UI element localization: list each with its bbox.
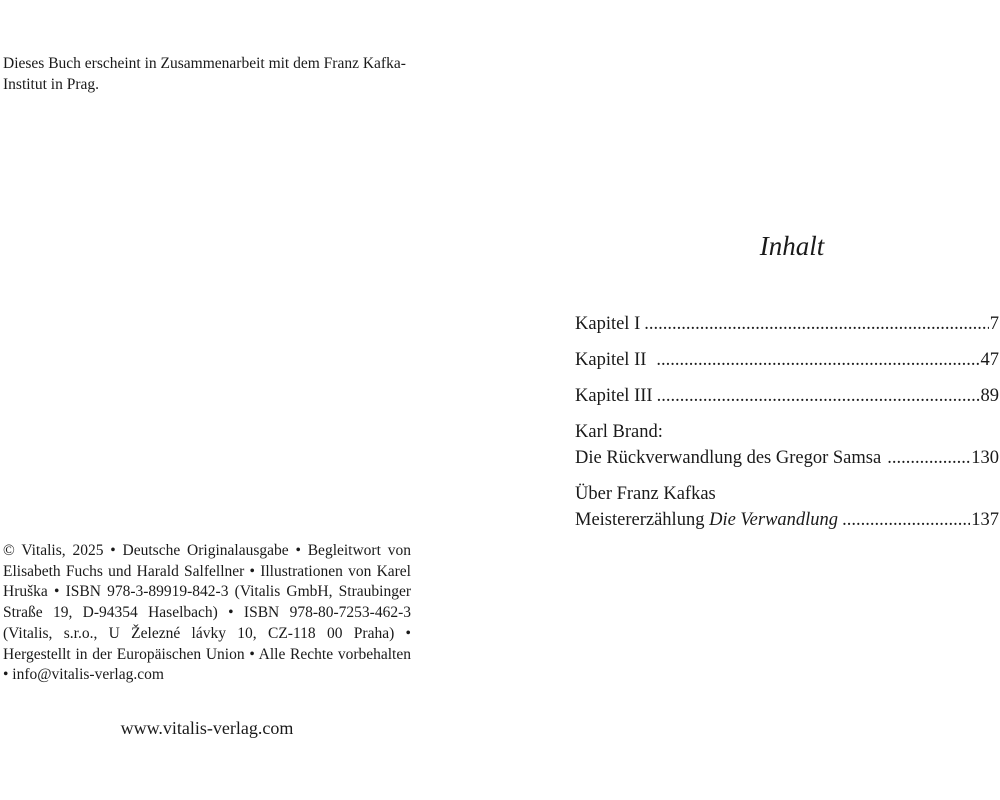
publication-notice: Dieses Buch erscheint in Zusammenarbeit mit dem Franz Kafka-Institut in Prag. [3, 55, 406, 93]
dot-leader [887, 445, 970, 471]
toc-entry-title: Kapitel III [575, 386, 653, 406]
toc-entry-subtitle: Die Rückverwandlung des Gregor Samsa [575, 448, 882, 468]
toc-page-number: 89 [980, 386, 999, 406]
toc-entry-subtitle: Meistererzählung [575, 510, 710, 530]
toc-page-number: 130 [971, 448, 999, 468]
imprint-text: © Vitalis, 2025 • Deutsche Originalausgabe • Begleitwort von Elisabeth Fuchs und Harald Salfellner • Illustrationen von Karel Hruška • ISBN 978-3-89919-842-3 (Vitalis GmbH, Straubinger Straße 19, D-94354 Haselbach) • ISBN 978-80-7253-462-3 (Vitalis, s.r.o., U Železné lávky 10, CZ-118 00 Praha) • Hergestellt in der Europäischen Union • Alle Rechte vorbehalten • info@vitalis-verlag.com [3, 542, 411, 684]
toc-page-number: 47 [980, 350, 999, 370]
toc-entry-title: Kapitel I [575, 314, 641, 334]
toc-entry-kapitel-2 [575, 347, 999, 373]
toc-entry-title: Kapitel II [575, 350, 647, 370]
toc-page-number: 7 [989, 314, 999, 334]
dot-leader [842, 507, 970, 533]
toc-entry-karl-brand [575, 419, 999, 471]
toc-entry-title: Über Franz Kafkas [575, 484, 716, 504]
toc-entry-ueber-kafka [575, 481, 999, 533]
table-of-contents [575, 311, 999, 543]
toc-entry-work-title: Die Verwandlung [709, 510, 839, 530]
right-page [500, 0, 1000, 800]
publisher-website: www.vitalis-verlag.com [120, 718, 294, 738]
toc-entry-kapitel-1 [575, 311, 999, 337]
dot-leader [657, 383, 980, 409]
toc-entry-title: Karl Brand: [575, 422, 663, 442]
dot-leader [656, 347, 979, 373]
dot-leader [644, 311, 989, 337]
toc-page-number: 137 [971, 510, 999, 530]
contents-title: Inhalt [759, 231, 825, 261]
toc-entry-kapitel-3 [575, 383, 999, 409]
